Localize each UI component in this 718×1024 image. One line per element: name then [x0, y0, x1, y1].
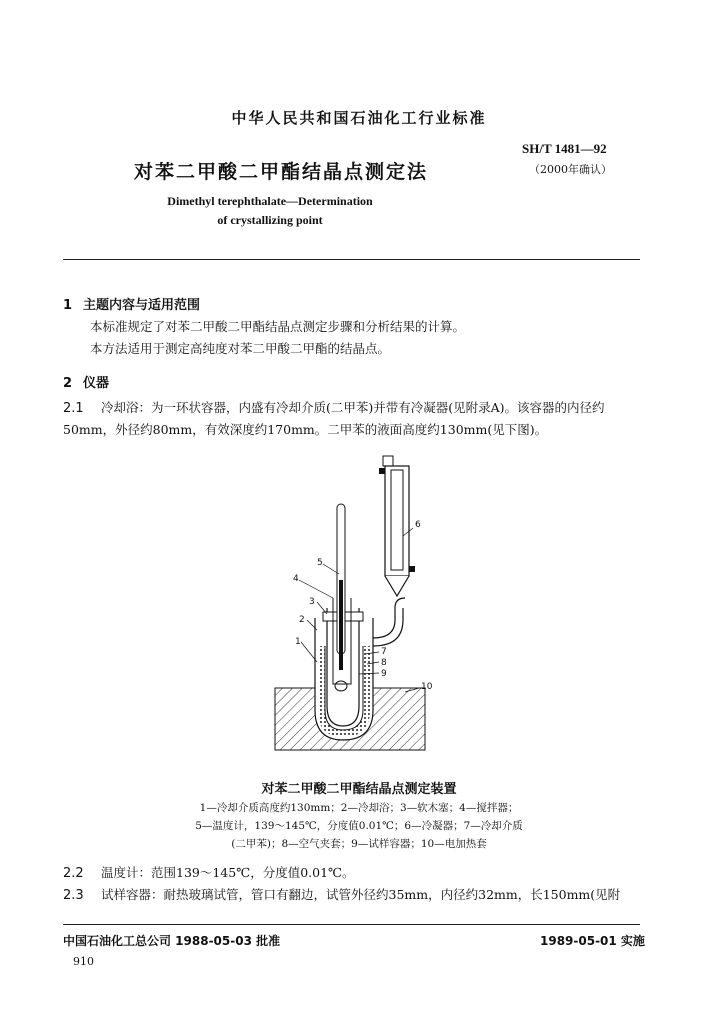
title-english-line2: of crystallizing point — [217, 213, 323, 227]
item-2-3-text: 试样容器：耐热玻璃试管，管口有翻边，试管外径约35mm，内径约32mm，长150mm(见附 — [101, 887, 621, 902]
section1-title: 主题内容与适用范围 — [83, 298, 201, 313]
header-divider — [63, 259, 640, 260]
section1-number: 1 — [63, 298, 73, 313]
figure-legend-line3: (二甲苯)；8—空气夹套；9—试样容器；10—电加热套 — [231, 838, 487, 850]
figure-legend-line2: 5—温度计，139～145℃，分度值0.01℃；6—冷凝器；7—冷却介质 — [195, 820, 523, 832]
label-10: 10 — [421, 682, 433, 692]
label-1: 1 — [295, 637, 301, 647]
label-6: 6 — [415, 520, 421, 530]
figure-caption: 对苯二甲酸二甲酯结晶点测定装置 — [261, 782, 457, 797]
label-7: 7 — [381, 647, 387, 657]
section2-number: 2 — [63, 376, 73, 391]
label-9: 9 — [381, 669, 387, 679]
label-2: 2 — [299, 615, 305, 625]
section1-heading — [63, 294, 200, 313]
implementation-date: 1989-05-01 实施 — [540, 934, 645, 948]
page-number: 910 — [73, 955, 94, 968]
figure-legend-line1: 1—冷却介质高度约130mm；2—冷却浴；3—软木塞；4—搅拌器； — [199, 802, 519, 814]
item-2-2-text: 温度计：范围139～145℃，分度值0.01℃。 — [101, 865, 355, 880]
item-2-3-number: 2.3 — [63, 888, 84, 903]
title-chinese: 对苯二甲酸二甲酯结晶点测定法 — [134, 161, 429, 183]
item-2-3 — [63, 884, 620, 907]
item-2-1-text: 冷却浴：为一环状容器，内盛有冷却介质(二甲苯)并带有冷凝器(见附录A)。该容器的内径约 — [101, 400, 605, 415]
item-2-1-line1 — [63, 397, 605, 420]
label-5: 5 — [317, 558, 323, 568]
label-4: 4 — [293, 574, 299, 584]
section1-para1: 本标准规定了对苯二甲酸二甲酯结晶点测定步骤和分析结果的计算。 — [90, 319, 466, 334]
item-2-1-line2: 50mm，外径约80mm，有效深度约170mm。二甲苯的液面高度约130mm(见下图)。 — [63, 422, 548, 437]
section2-heading — [63, 372, 109, 391]
confirmation-note: （2000年确认） — [529, 163, 612, 176]
title-english-line1: Dimethyl terephthalate—Determination — [167, 194, 373, 208]
label-8: 8 — [381, 658, 387, 668]
issuing-organization: 中华人民共和国石油化工行业标准 — [231, 109, 487, 127]
section1-para2: 本方法适用于测定高纯度对苯二甲酸二甲酯的结晶点。 — [90, 341, 391, 356]
label-3: 3 — [309, 597, 315, 607]
item-2-2-number: 2.2 — [63, 866, 84, 881]
footer-divider — [63, 924, 640, 925]
item-2-2 — [63, 862, 355, 885]
item-2-1-number: 2.1 — [63, 401, 84, 416]
apparatus-diagram — [255, 448, 455, 758]
section2-title: 仪器 — [83, 376, 110, 391]
standard-code: SH/T 1481—92 — [522, 141, 607, 156]
approval-note: 中国石油化工总公司 1988-05-03 批准 — [63, 934, 281, 948]
condenser — [379, 456, 415, 596]
